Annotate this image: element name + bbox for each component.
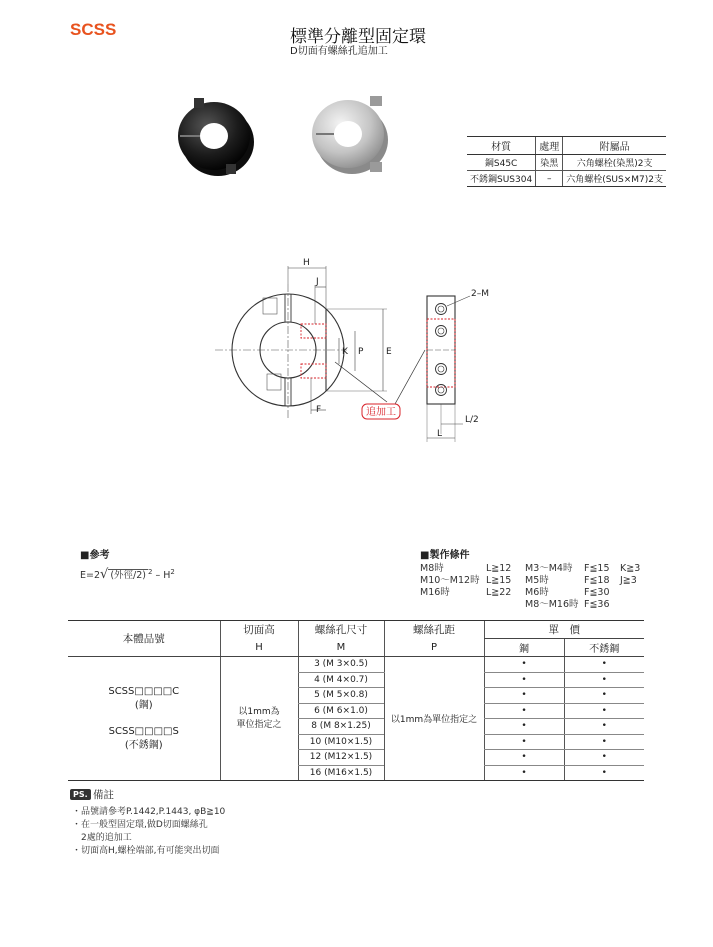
condition-length: L≧15 — [486, 575, 512, 586]
conditions-list — [420, 563, 650, 611]
note-item: 2處的追加工 — [72, 833, 132, 843]
cut-height-header: 切面高 — [220, 621, 298, 639]
condition-f: F≦36 — [584, 599, 610, 610]
dim-label-2m: 2–M — [471, 289, 489, 299]
steel-price-cell: • — [484, 657, 564, 673]
stainless-price-cell: • — [564, 672, 644, 688]
treatment-header: 處理 — [536, 137, 563, 155]
page-subtitle: D切面有螺絲孔追加工 — [290, 46, 388, 57]
material-cell: 鋼S45C — [467, 155, 536, 171]
screw-size-cell: 3 (M 3×0.5) — [298, 657, 384, 673]
reference-formula: E=2√ (外徑/2) $^2 - H^2$ — [80, 567, 175, 582]
screw-size-header: 螺絲孔尺寸 — [298, 621, 384, 639]
reference-heading-text: 參考 — [89, 550, 110, 561]
treatment-cell: 染黑 — [536, 155, 563, 171]
screw-size-cell: 10 (M10×1.5) — [298, 734, 384, 750]
silver-collar-image — [312, 96, 388, 174]
callout-label: 追加工 — [366, 407, 396, 418]
screw-size-cell: 6 (M 6×1.0) — [298, 703, 384, 719]
model-stainless-note: (不銹鋼) — [124, 739, 163, 751]
material-table — [467, 136, 666, 187]
screw-size-symbol: M — [298, 639, 384, 657]
stainless-price-cell: • — [564, 750, 644, 766]
condition-row — [420, 575, 650, 587]
conditions-heading-text: 製作條件 — [429, 550, 470, 561]
dim-label-P: P — [358, 347, 364, 357]
condition-kj: J≧3 — [620, 575, 637, 586]
ps-badge: PS. — [70, 789, 91, 800]
formula-body: (外徑/2) — [110, 570, 146, 581]
stainless-price-cell: • — [564, 703, 644, 719]
reference-heading: ■參考 — [80, 550, 110, 561]
stainless-price-cell: • — [564, 734, 644, 750]
accessory-cell: 六角螺栓(染黑)2支 — [563, 155, 666, 171]
page-title: 標準分離型固定環 — [290, 27, 426, 47]
notes-heading: 備註 — [93, 789, 114, 801]
product-photo — [170, 92, 410, 182]
steel-price-cell: • — [484, 734, 564, 750]
screw-size-cell: 8 (M 8×1.25) — [298, 719, 384, 735]
dim-label-E: E — [386, 347, 392, 357]
condition-row — [420, 587, 650, 599]
condition-screw: M6時 — [525, 587, 549, 598]
condition-bolt: M8時 — [420, 563, 444, 574]
formula-exp-1: 2 — [147, 567, 153, 576]
condition-f: F≦30 — [584, 587, 610, 598]
screw-size-cell: 4 (M 4×0.7) — [298, 672, 384, 688]
steel-price-cell: • — [484, 703, 564, 719]
steel-price-cell: • — [484, 688, 564, 704]
stainless-price-cell: • — [564, 765, 644, 781]
note-item: ・在一般型固定環,做D切面螺絲孔 — [72, 820, 208, 830]
stainless-price-cell: • — [564, 719, 644, 735]
screw-size-cell: 12 (M12×1.5) — [298, 750, 384, 766]
material-row — [467, 171, 666, 187]
dim-label-H: H — [303, 258, 310, 268]
cut-height-cell: 以1mm為單位指定之 — [220, 657, 298, 781]
screw-pitch-cell: 以1mm為單位指定之 — [384, 657, 484, 781]
steel-price-header: 鋼 — [484, 639, 564, 657]
notes-list — [72, 806, 225, 858]
condition-bolt: M10～M12時 — [420, 575, 480, 586]
dim-label-l-half: L/2 — [465, 415, 479, 425]
treatment-cell: – — [536, 171, 563, 187]
ring-side-view — [427, 296, 455, 404]
condition-screw: M5時 — [525, 575, 549, 586]
spec-price-table — [68, 620, 644, 781]
screw-pitch-header: 螺絲孔距 — [384, 621, 484, 639]
dim-label-J: J — [316, 277, 319, 287]
dim-label-K: K — [342, 347, 348, 357]
condition-kj: K≧3 — [620, 563, 641, 574]
note-item: ・切面高H,螺栓端部,有可能突出切面 — [72, 846, 220, 856]
screw-pitch-symbol: P — [384, 639, 484, 657]
model-header-text: 本體品號 — [122, 633, 165, 645]
steel-price-cell: • — [484, 672, 564, 688]
model-cell — [68, 657, 220, 781]
formula-exp-2: 2 — [170, 567, 175, 576]
condition-bolt: M16時 — [420, 587, 450, 598]
steel-price-cell: • — [484, 719, 564, 735]
table-row — [68, 657, 644, 673]
formula-suffix: – H — [152, 570, 171, 581]
screw-size-cell: 5 (M 5×0.8) — [298, 688, 384, 704]
price-header: 單 價 — [484, 621, 644, 639]
model-stainless: SCSS□□□□S — [108, 725, 179, 737]
stainless-price-cell: • — [564, 688, 644, 704]
condition-screw: M3～M4時 — [525, 563, 573, 574]
stainless-price-cell: • — [564, 657, 644, 673]
condition-f: F≦18 — [584, 575, 610, 586]
condition-row — [420, 599, 650, 611]
dim-label-F: F — [316, 405, 322, 415]
model-steel-note: (鋼) — [134, 699, 153, 711]
condition-length: L≧12 — [486, 563, 512, 574]
material-row — [467, 155, 666, 171]
accessory-cell: 六角螺栓(SUS×M7)2支 — [563, 171, 666, 187]
screw-size-cell: 16 (M16×1.5) — [298, 765, 384, 781]
material-header: 材質 — [467, 137, 536, 155]
brand-code: SCSS — [70, 20, 117, 39]
stainless-price-header: 不銹鋼 — [564, 639, 644, 657]
condition-row — [420, 563, 650, 575]
condition-screw: M8～M16時 — [525, 599, 579, 610]
cut-height-symbol: H — [220, 639, 298, 657]
accessory-header: 附屬品 — [563, 137, 666, 155]
condition-length: L≧22 — [486, 587, 512, 598]
model-steel: SCSS□□□□C — [108, 685, 180, 697]
technical-drawing — [215, 252, 505, 452]
black-collar-image — [178, 98, 254, 176]
formula-prefix: E=2 — [80, 570, 101, 581]
conditions-heading: ■製作條件 — [420, 550, 470, 561]
model-header — [68, 621, 220, 657]
condition-f: F≦15 — [584, 563, 610, 574]
dim-label-L: L — [437, 429, 443, 439]
note-item: ・品號請參考P.1442,P.1443, φB≧10 — [72, 807, 226, 817]
material-cell: 不銹鋼SUS304 — [467, 171, 536, 187]
steel-price-cell: • — [484, 765, 564, 781]
steel-price-cell: • — [484, 750, 564, 766]
